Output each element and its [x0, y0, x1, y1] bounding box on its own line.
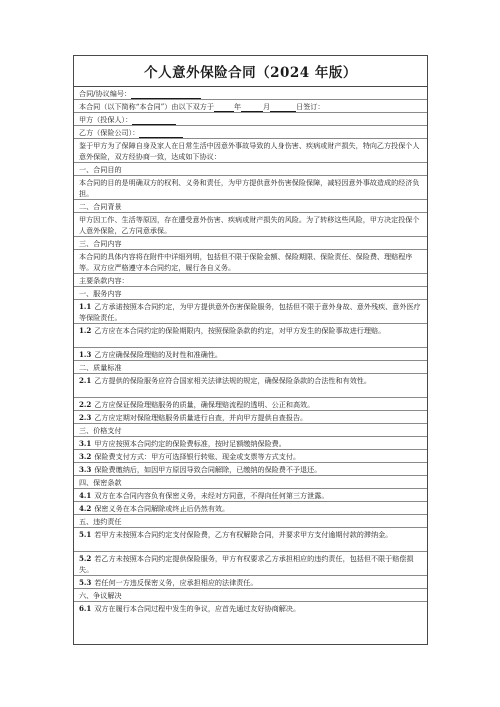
clause-number: 5.2: [79, 554, 92, 563]
section-3-heading: 三、合同内容: [79, 239, 122, 248]
clause-text: 保密义务在本合同解除或终止后仍然有效。: [94, 504, 230, 513]
section-heading: [74, 237, 427, 250]
signing-date-row: [74, 100, 427, 113]
clause-row: [74, 463, 427, 476]
clause-number: 4.1: [79, 491, 92, 500]
section-1-body: [74, 176, 427, 200]
year-label: 年: [233, 102, 242, 111]
contract-number-row: [74, 87, 427, 100]
clause-number: 3.3: [79, 465, 92, 474]
clause-row: [74, 398, 427, 411]
clause-text: 若乙方未按照本合同约定提供保险服务，甲方有权要求乙方承担相应的违约责任，包括但不限于赔偿损失。: [79, 554, 414, 574]
clause-text: 乙方提供的保险服务应符合国家相关法律法规的规定，确保保险条款的合法性和有效性。: [94, 376, 371, 385]
clause-number: 6.1: [79, 604, 92, 613]
contract-document: [73, 55, 428, 645]
clause-2-heading: 二、质量标准: [79, 363, 122, 372]
clause-row: [74, 576, 427, 589]
clause-row: [74, 450, 427, 463]
month-label: 月: [263, 102, 271, 111]
section-heading: [74, 163, 427, 176]
clause-heading: [74, 287, 427, 300]
clause-text: 乙方应定期对保险理赔服务质量进行自查，并向甲方提供自查报告。: [94, 413, 308, 422]
clause-text: 保险费缴纳后，如因甲方原因导致合同解除，已缴纳的保险费不予退还。: [94, 465, 322, 474]
clause-text: 甲方应按照本合同约定的保险费标准，按时足额缴纳保险费。: [94, 439, 286, 448]
main-terms-label: 主要条款内容：: [79, 276, 129, 285]
contract-number-field[interactable]: [131, 89, 201, 99]
section-3-text: 本合同的具体内容将在附件中详细列明，包括但不限于保险金额、保险期限、保险责任、保险费、理赔程序等。双方应严格遵守本合同约定，履行各自义务。: [79, 252, 413, 272]
month-field[interactable]: [241, 102, 263, 112]
section-3-body: [74, 250, 427, 274]
clause-number: 1.2: [79, 326, 92, 335]
clause-text: 保险费支付方式：甲方可选择银行转账、现金或支票等方式支付。: [94, 452, 301, 461]
intro-text: 本合同（以下简称“本合同”）由以下双方于: [79, 102, 214, 111]
clause-row: [74, 528, 427, 552]
section-heading: [74, 200, 427, 213]
clause-row: [74, 437, 427, 450]
clause-heading: [74, 424, 427, 437]
preamble-row: [74, 139, 427, 163]
clause-row: [74, 324, 427, 348]
clause-heading: [74, 515, 427, 528]
clause-number: 1.1: [79, 302, 92, 311]
clause-6-heading: 六、争议解决: [79, 591, 122, 600]
clause-row: [74, 374, 427, 398]
clause-number: 4.2: [79, 504, 92, 513]
day-label: 日签订：: [296, 102, 325, 111]
clause-number: 5.1: [79, 530, 92, 539]
clause-heading: [74, 476, 427, 489]
clause-4-heading: 四、保密条款: [79, 478, 122, 487]
clause-text: 双方在本合同内容负有保密义务，未经对方同意，不得向任何第三方泄露。: [94, 491, 329, 500]
clause-row: [74, 411, 427, 424]
clause-number: 3.1: [79, 439, 92, 448]
party-a-field[interactable]: [132, 115, 176, 125]
day-field[interactable]: [270, 102, 296, 112]
clause-text: 乙方应确保保险理赔的及时性和准确性。: [94, 350, 223, 359]
clause-row: [74, 602, 427, 615]
title-row: [74, 56, 427, 87]
section-2-heading: 二、合同背景: [79, 202, 122, 211]
clause-text: 乙方应保证保险理赔服务的质量，确保理赔流程的透明、公正和高效。: [94, 400, 315, 409]
clause-heading: [74, 589, 427, 602]
main-terms-row: [74, 274, 427, 287]
clause-text: 乙方承诺按照本合同约定，为甲方提供意外伤害保险服务，包括但不限于意外身故、意外残疾、意外医疗等保险责任。: [79, 302, 421, 322]
party-a-label: 甲方（投保人）：: [79, 115, 133, 124]
section-1-text: 本合同的目的是明确双方的权利、义务和责任，为甲方提供意外伤害保险保障，减轻因意外事故造成的经济负担。: [79, 178, 420, 198]
clause-row: [74, 552, 427, 576]
preamble-text: 鉴于甲方为了保障自身及家人在日常生活中因意外事故导致的人身伤害、疾病或财产损失，特向乙方投保个人意外保险，双方经协商一致，达成如下协议：: [79, 141, 420, 161]
party-b-field[interactable]: [139, 128, 183, 138]
clause-row: [74, 348, 427, 361]
section-2-body: [74, 213, 427, 237]
party-b-row: [74, 126, 427, 139]
clause-row: [74, 502, 427, 515]
party-b-label: 乙方（保险公司）：: [79, 128, 140, 137]
contract-number-label: 合同/协议编号：: [79, 89, 132, 98]
clause-number: 2.3: [79, 413, 92, 422]
clause-row: [74, 489, 427, 502]
clause-heading: [74, 361, 427, 374]
clause-number: 2.1: [79, 376, 92, 385]
clause-1-heading: 一、服务内容: [79, 289, 122, 298]
section-1-heading: 一、合同目的: [79, 165, 122, 174]
clause-number: 1.3: [79, 350, 92, 359]
party-a-row: [74, 113, 427, 126]
clause-number: 5.3: [79, 578, 92, 587]
clause-5-heading: 五、违约责任: [79, 517, 122, 526]
clause-3-heading: 三、价格支付: [79, 426, 122, 435]
section-2-text: 甲方因工作、生活等原因，存在遭受意外伤害、疾病或财产损失的风险。为了转移这些风险，甲方决定投保个人意外保险，乙方同意承保。: [79, 215, 420, 235]
clause-row: [74, 300, 427, 324]
year-field[interactable]: [214, 102, 234, 112]
clause-number: 3.2: [79, 452, 92, 461]
clause-text: 若甲方未按照本合同约定支付保险费，乙方有权解除合同，并要求甲方支付逾期付款的滞纳金。: [94, 530, 393, 539]
clause-number: 2.2: [79, 400, 92, 409]
clause-text: 若任何一方违反保密义务，应承担相应的法律责任。: [94, 578, 258, 587]
clause-text: 乙方应在本合同约定的保险期限内，按照保险条款的约定，对甲方发生的保险事故进行理赔。: [94, 326, 386, 335]
clause-text: 双方在履行本合同过程中发生的争议，应首先通过友好协商解决。: [94, 604, 301, 613]
page-title: 个人意外保险合同（2024 年版）: [144, 65, 357, 81]
